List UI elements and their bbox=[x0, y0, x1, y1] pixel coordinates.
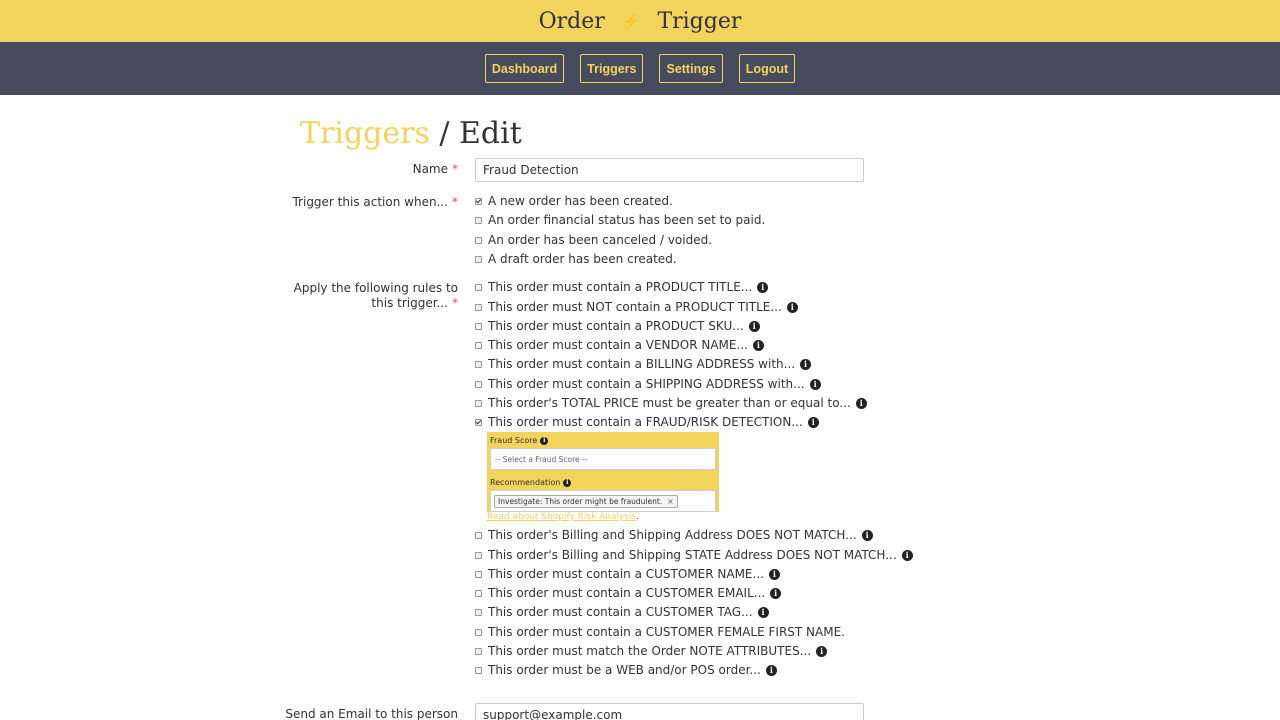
checkbox[interactable] bbox=[475, 532, 482, 539]
rule-label: This order must contain a PRODUCT TITLE... bbox=[488, 280, 753, 294]
breadcrumb-triggers-link[interactable]: Triggers bbox=[300, 116, 430, 151]
rule-label: This order's Billing and Shipping Address DOES NOT MATCH... bbox=[488, 528, 857, 542]
checkbox[interactable] bbox=[475, 552, 482, 559]
rule-address-mismatch[interactable] bbox=[475, 528, 873, 542]
checkbox[interactable] bbox=[475, 284, 482, 291]
trigger-option-new-order[interactable] bbox=[475, 194, 673, 208]
fraud-score-label bbox=[490, 435, 716, 446]
rule-shipping-address[interactable] bbox=[475, 377, 821, 391]
rule-not-product-title[interactable] bbox=[475, 300, 798, 314]
email-label-text: Send an Email to this person bbox=[285, 707, 458, 720]
checkbox[interactable] bbox=[475, 667, 482, 674]
info-icon[interactable]: i bbox=[902, 550, 913, 561]
checkbox[interactable] bbox=[475, 400, 482, 407]
rule-label: This order must contain a BILLING ADDRESS with... bbox=[488, 357, 796, 371]
info-icon[interactable]: i bbox=[766, 665, 777, 676]
rule-label: This order must contain a CUSTOMER FEMALE FIRST NAME. bbox=[488, 625, 845, 639]
info-icon[interactable]: i bbox=[757, 282, 768, 293]
brand-logo[interactable] bbox=[539, 9, 742, 34]
required-marker: * bbox=[452, 296, 458, 310]
info-icon[interactable]: i bbox=[816, 646, 827, 657]
rule-label: This order must NOT contain a PRODUCT TITLE... bbox=[488, 300, 782, 314]
info-icon[interactable]: i bbox=[800, 359, 811, 370]
trigger-option-canceled[interactable] bbox=[475, 233, 712, 247]
rules-label-line1: Apply the following rules to bbox=[293, 281, 458, 295]
rule-label: This order must match the Order NOTE ATTRIBUTES... bbox=[488, 644, 812, 658]
checkbox[interactable] bbox=[475, 571, 482, 578]
rule-label: This order must contain a CUSTOMER EMAIL... bbox=[488, 586, 766, 600]
rule-total-price[interactable] bbox=[475, 396, 867, 410]
checkbox[interactable] bbox=[475, 198, 482, 205]
rule-customer-name[interactable] bbox=[475, 567, 780, 581]
trigger-option-label: An order has been canceled / voided. bbox=[488, 233, 713, 247]
rule-label: This order's TOTAL PRICE must be greater than or equal to... bbox=[488, 396, 851, 410]
info-icon[interactable]: i bbox=[787, 302, 798, 313]
trigger-option-label: An order financial status has been set to paid. bbox=[488, 213, 766, 227]
page-title bbox=[300, 116, 522, 151]
checkbox[interactable] bbox=[475, 256, 482, 263]
fraud-options-panel bbox=[487, 432, 719, 512]
checkbox[interactable] bbox=[475, 304, 482, 311]
recommendation-label-text: Recommendation bbox=[490, 478, 561, 487]
rule-label: This order must contain a SHIPPING ADDRESS with... bbox=[488, 377, 805, 391]
rule-note-attributes[interactable] bbox=[475, 644, 827, 658]
checkbox[interactable] bbox=[475, 342, 482, 349]
main-nav bbox=[0, 42, 1280, 95]
checkbox[interactable] bbox=[475, 648, 482, 655]
checkbox[interactable] bbox=[475, 323, 482, 330]
email-input[interactable] bbox=[475, 703, 864, 720]
brand-text-trigger: Trigger bbox=[657, 8, 742, 34]
info-icon[interactable]: i bbox=[540, 437, 548, 445]
nav-settings-button[interactable]: Settings bbox=[659, 54, 722, 83]
rules-label bbox=[294, 281, 458, 311]
rule-label: This order must contain a VENDOR NAME... bbox=[488, 338, 748, 352]
trigger-label bbox=[292, 195, 458, 210]
info-icon[interactable]: i bbox=[758, 607, 769, 618]
rule-label: This order must contain a PRODUCT SKU... bbox=[488, 319, 744, 333]
required-marker: * bbox=[452, 195, 458, 209]
fraud-score-placeholder: -- Select a Fraud Score -- bbox=[495, 454, 588, 464]
info-icon[interactable]: i bbox=[856, 398, 867, 409]
checkbox[interactable] bbox=[475, 217, 482, 224]
rule-product-sku[interactable] bbox=[475, 319, 760, 333]
info-icon[interactable]: i bbox=[808, 417, 819, 428]
remove-tag-icon[interactable]: × bbox=[667, 496, 674, 506]
trigger-option-label: A new order has been created. bbox=[488, 194, 673, 208]
rule-fraud-risk[interactable] bbox=[475, 415, 819, 429]
rule-billing-address[interactable] bbox=[475, 357, 811, 371]
fraud-score-label-text: Fraud Score bbox=[490, 436, 538, 445]
rule-state-mismatch[interactable] bbox=[475, 548, 913, 562]
risk-analysis-link[interactable]: Read about Shopify Risk Analysis bbox=[487, 512, 637, 522]
rule-web-pos[interactable] bbox=[475, 663, 777, 677]
checkbox[interactable] bbox=[475, 629, 482, 636]
link-suffix: . bbox=[636, 512, 640, 522]
fraud-score-select[interactable] bbox=[490, 448, 716, 470]
checkbox[interactable] bbox=[475, 590, 482, 597]
rule-label: This order must contain a CUSTOMER NAME... bbox=[488, 567, 764, 581]
lightning-bolt-icon: ⚡ bbox=[621, 12, 641, 30]
recommendation-tag bbox=[494, 495, 678, 508]
breadcrumb-current: Edit bbox=[459, 116, 522, 151]
name-input[interactable] bbox=[475, 158, 864, 182]
info-icon[interactable]: i bbox=[563, 479, 571, 487]
checkbox[interactable] bbox=[475, 381, 482, 388]
checkbox[interactable] bbox=[475, 419, 482, 426]
checkbox[interactable] bbox=[475, 361, 482, 368]
risk-analysis-link-row bbox=[487, 512, 639, 522]
info-icon[interactable]: i bbox=[770, 588, 781, 599]
rule-label: This order must contain a FRAUD/RISK DETECTION... bbox=[488, 415, 803, 429]
rule-label: This order's Billing and Shipping STATE Address DOES NOT MATCH... bbox=[488, 548, 897, 562]
trigger-option-draft[interactable] bbox=[475, 252, 677, 266]
rule-product-title[interactable] bbox=[475, 280, 768, 294]
rule-customer-email[interactable] bbox=[475, 586, 781, 600]
info-icon[interactable]: i bbox=[862, 530, 873, 541]
rule-label: This order must be a WEB and/or POS order... bbox=[488, 663, 761, 677]
recommendation-tag-text: Investigate: This order might be fraudulent. bbox=[498, 496, 663, 506]
checkbox[interactable] bbox=[475, 609, 482, 616]
top-header bbox=[0, 0, 1280, 42]
brand-text-order: Order bbox=[538, 8, 605, 34]
email-label bbox=[285, 707, 458, 720]
name-label bbox=[413, 162, 458, 177]
info-icon[interactable]: i bbox=[810, 379, 821, 390]
rule-customer-tag[interactable] bbox=[475, 605, 769, 619]
breadcrumb-separator: / bbox=[429, 116, 460, 151]
nav-logout-button[interactable]: Logout bbox=[739, 54, 795, 83]
recommendation-multiselect[interactable] bbox=[490, 490, 716, 512]
nav-triggers-button[interactable]: Triggers bbox=[580, 54, 643, 83]
recommendation-label bbox=[490, 477, 716, 488]
checkbox[interactable] bbox=[475, 237, 482, 244]
trigger-option-label: A draft order has been created. bbox=[488, 252, 677, 266]
rule-customer-female-name[interactable] bbox=[475, 625, 845, 639]
rule-label: This order must contain a CUSTOMER TAG... bbox=[488, 605, 753, 619]
info-icon[interactable]: i bbox=[753, 340, 764, 351]
nav-dashboard-button[interactable]: Dashboard bbox=[485, 54, 564, 83]
rule-vendor-name[interactable] bbox=[475, 338, 764, 352]
rules-label-line2: this trigger... bbox=[371, 296, 448, 310]
name-label-text: Name bbox=[412, 162, 448, 176]
trigger-label-text: Trigger this action when... bbox=[292, 195, 448, 209]
info-icon[interactable]: i bbox=[749, 321, 760, 332]
info-icon[interactable]: i bbox=[769, 569, 780, 580]
trigger-option-paid[interactable] bbox=[475, 213, 765, 227]
required-marker: * bbox=[452, 162, 458, 176]
